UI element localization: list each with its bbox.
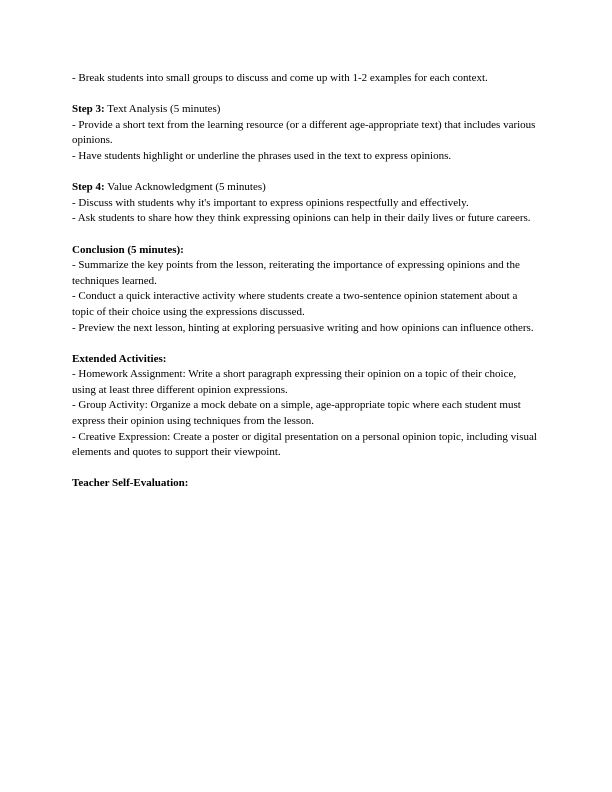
teacher-self-evaluation-heading: Teacher Self-Evaluation: bbox=[72, 477, 189, 490]
step-3-section bbox=[72, 102, 542, 164]
step-4-item: - Discuss with students why it's important to express opinions respectfully and effectively. bbox=[72, 196, 469, 209]
conclusion-section bbox=[72, 243, 542, 337]
step-3-label: Step 3: bbox=[72, 103, 105, 116]
extended-activities-heading: Extended Activities: bbox=[72, 352, 167, 365]
step-4-heading bbox=[72, 180, 542, 196]
extended-activities-section bbox=[72, 352, 542, 461]
conclusion-item: - Preview the next lesson, hinting at exploring persuasive writing and how opinions can influence others. bbox=[72, 321, 534, 334]
step-3-item: - Have students highlight or underline the phrases used in the text to express opinions. bbox=[72, 149, 452, 162]
conclusion-item: - Conduct a quick interactive activity where students create a two-sentence opinion statement about a topic of their choice using the expressions discussed. bbox=[72, 290, 518, 318]
step-4-title: Value Acknowledgment (5 minutes) bbox=[104, 181, 266, 194]
step-4-section bbox=[72, 180, 542, 227]
conclusion-item: - Summarize the key points from the lesson, reiterating the importance of expressing opinions and the techniques learned. bbox=[72, 259, 520, 287]
document-page bbox=[72, 71, 542, 492]
step-3-item: - Provide a short text from the learning resource (or a different age-appropriate text) that includes various opinions. bbox=[72, 118, 536, 147]
intro-bullet: - Break students into small groups to discuss and come up with 1-2 examples for each context. bbox=[72, 72, 488, 84]
extended-activity-item: - Homework Assignment: Write a short paragraph expressing their opinion on a topic of their choice, using at least three different opinion expressions. bbox=[72, 368, 517, 396]
teacher-self-evaluation-section bbox=[72, 476, 542, 492]
step-3-heading bbox=[72, 102, 542, 118]
step-4-label: Step 4: bbox=[72, 181, 105, 194]
step-3-title: Text Analysis (5 minutes) bbox=[104, 103, 221, 116]
step-4-item: - Ask students to share how they think expressing opinions can help in their daily lives or future careers. bbox=[72, 212, 531, 225]
extended-activity-item: - Group Activity: Organize a mock debate on a simple, age-appropriate topic where each student must express their opinion using techniques from the lesson. bbox=[72, 399, 521, 428]
extended-activity-item: - Creative Expression: Create a poster or digital presentation on a personal opinion topic, including visual elements and quotes to support their viewpoint. bbox=[72, 430, 537, 459]
conclusion-heading: Conclusion (5 minutes): bbox=[72, 243, 184, 256]
